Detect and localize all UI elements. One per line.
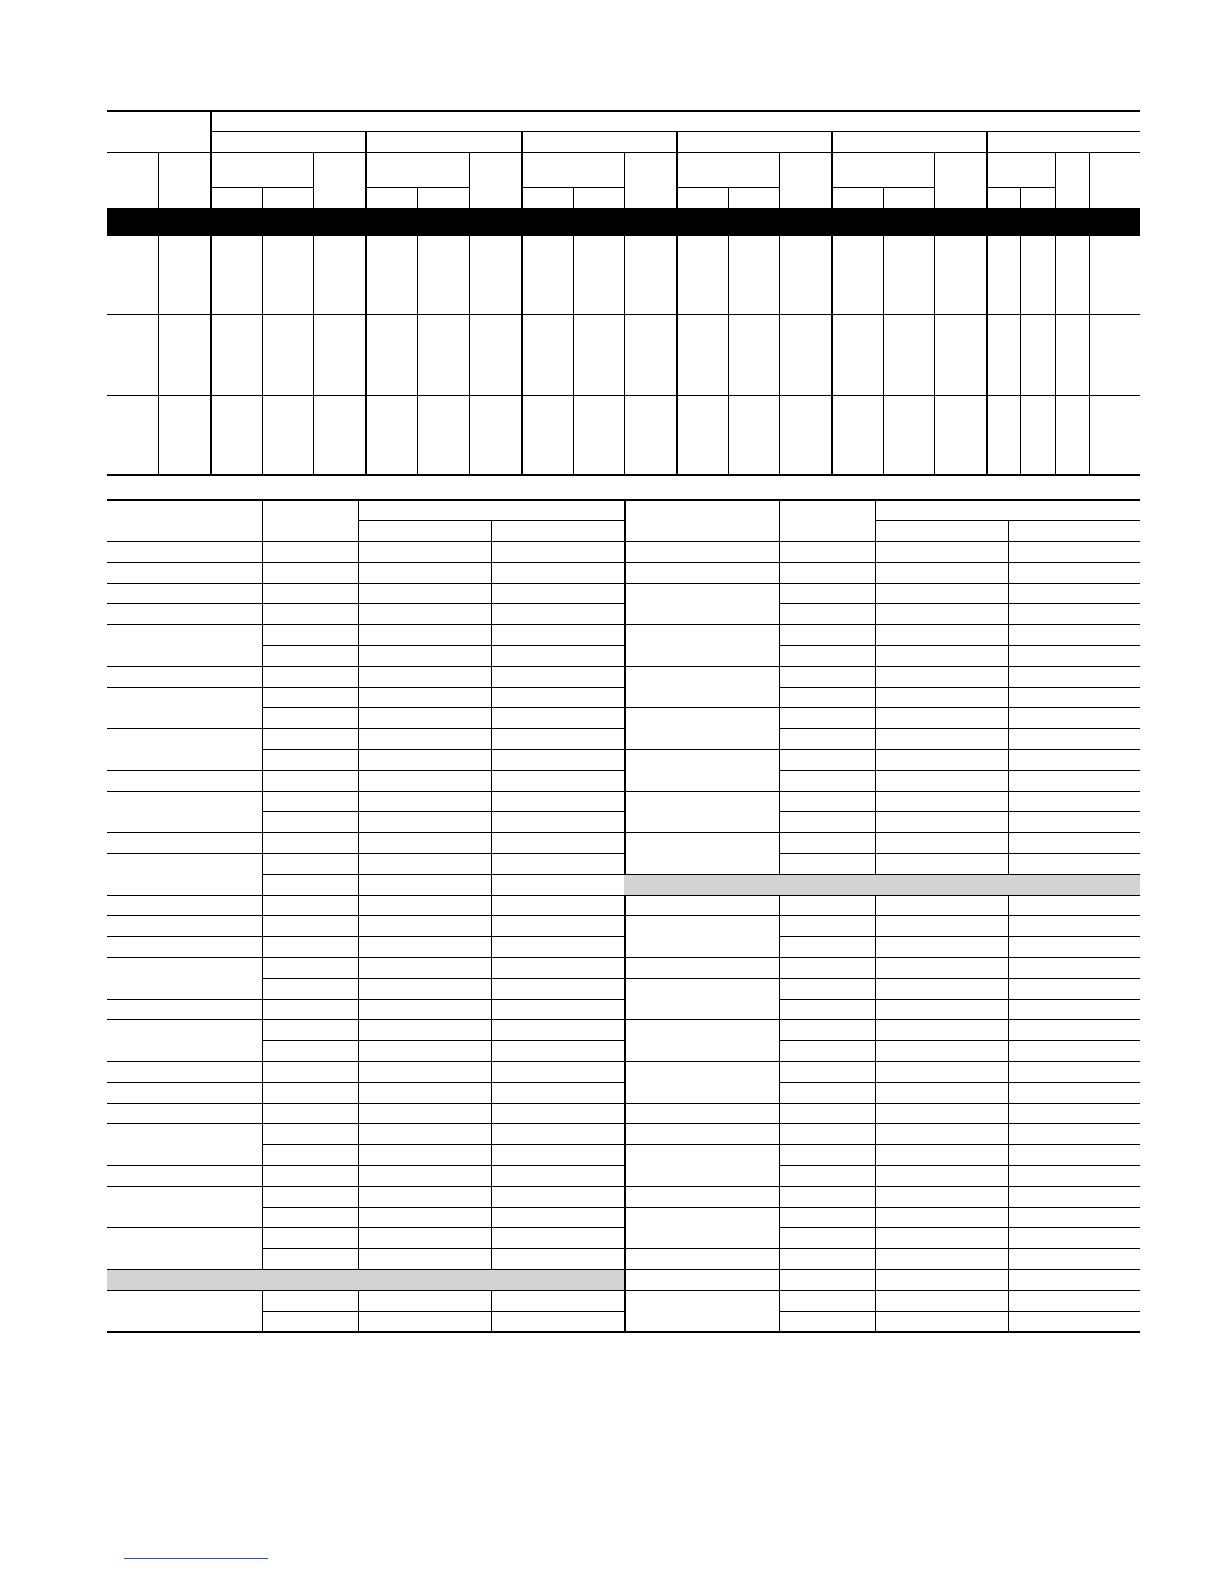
spec-row-rule — [262, 749, 624, 750]
data-row-rule — [107, 395, 1140, 396]
spec-row-rule — [624, 1269, 779, 1270]
spec-row-rule — [779, 853, 1140, 854]
spec-row-rule — [107, 915, 262, 916]
spec-row-rule — [779, 603, 1140, 604]
spec-row-rule — [107, 936, 262, 937]
spec-row-rule — [262, 666, 624, 667]
spec-row-rule — [107, 666, 262, 667]
spec-row-rule — [779, 1123, 1140, 1124]
group-header-rule — [210, 131, 1140, 132]
spec-row-rule — [779, 915, 1140, 916]
spec-row-rule — [779, 1082, 1140, 1083]
spec-row-rule — [779, 707, 1140, 708]
spec-row-rule — [779, 999, 1140, 1000]
spec-row-rule — [779, 666, 1140, 667]
spec-row-rule — [262, 687, 624, 688]
shaded-row — [624, 875, 1140, 895]
spec-row-rule — [107, 1123, 262, 1124]
spec-bottom-rule — [107, 1331, 1140, 1333]
spec-row-rule — [779, 1227, 1140, 1228]
spec-row-rule — [262, 957, 624, 958]
spec-row-rule — [107, 999, 262, 1000]
spec-row-rule — [624, 1186, 779, 1187]
spec-row-rule — [624, 832, 779, 833]
spec-row-rule — [262, 1103, 624, 1104]
spec-row-rule — [107, 583, 262, 584]
spec-row-rule — [779, 1144, 1140, 1145]
spec-row-rule — [779, 645, 1140, 646]
spec-row-rule — [779, 687, 1140, 688]
spec-row-rule — [624, 562, 779, 563]
spec-row-rule — [624, 707, 779, 708]
spec-row-rule — [262, 624, 624, 625]
spec-row-rule — [262, 1165, 624, 1166]
spec-row-rule — [624, 1290, 779, 1291]
spec-row-rule — [262, 1019, 624, 1020]
spec-row-rule — [779, 936, 1140, 937]
group-divider — [365, 131, 367, 475]
spec-row-rule — [624, 1123, 779, 1124]
spec-row-rule — [624, 1019, 779, 1020]
spec-row-rule — [262, 1040, 624, 1041]
spec-row-rule — [624, 1207, 779, 1208]
spec-row-rule — [262, 707, 624, 708]
spec-row-rule — [779, 541, 1140, 542]
column-divider — [491, 520, 492, 1331]
spec-row-rule — [262, 978, 624, 979]
spec-row-rule — [262, 853, 624, 854]
spec-row-rule — [262, 915, 624, 916]
spec-row-rule — [779, 1019, 1140, 1020]
spec-row-rule — [262, 770, 624, 771]
spec-row-rule — [107, 1269, 624, 1270]
spec-row-rule — [779, 770, 1140, 771]
spec-row-rule — [779, 811, 1140, 812]
spec-row-rule — [779, 791, 1140, 792]
spec-row-rule — [624, 874, 1140, 875]
spec-row-rule — [262, 999, 624, 1000]
spec-row-rule — [107, 1290, 624, 1291]
spec-row-rule — [107, 832, 262, 833]
spec-row-rule — [262, 583, 624, 584]
spec-row-rule — [779, 728, 1140, 729]
spec-row-rule — [107, 624, 262, 625]
column-divider — [1008, 520, 1009, 1331]
spec-row-rule — [624, 1248, 779, 1249]
spec-row-rule — [624, 1061, 779, 1062]
spec-row-rule — [107, 957, 262, 958]
spec-row-rule — [107, 1019, 262, 1020]
spec-row-rule — [262, 1248, 624, 1249]
spec-row-rule — [262, 936, 624, 937]
spec-row-rule — [624, 915, 779, 916]
spec-row-rule — [779, 978, 1140, 979]
group-divider — [831, 131, 833, 475]
spec-row-rule — [624, 749, 779, 750]
spec-row-rule — [107, 1165, 262, 1166]
spec-row-rule — [107, 603, 262, 604]
spec-row-rule — [262, 895, 624, 896]
data-row-rule — [107, 314, 1140, 315]
spec-row-rule — [779, 1207, 1140, 1208]
spec-row-rule — [262, 562, 624, 563]
spec-row-rule — [624, 666, 779, 667]
spec-row-rule — [107, 770, 262, 771]
spec-row-rule — [107, 541, 262, 542]
spec-row-rule — [107, 562, 262, 563]
spec-row-rule — [262, 541, 624, 542]
header-left-divider — [210, 110, 212, 475]
spec-row-rule — [779, 1040, 1140, 1041]
spec-row-rule — [107, 791, 262, 792]
spec-row-rule — [107, 1103, 262, 1104]
spec-row-rule — [624, 1103, 779, 1104]
spec-row-rule — [262, 1123, 624, 1124]
spec-row-rule — [107, 1186, 262, 1187]
spec-row-rule — [624, 1144, 779, 1145]
table-bottom-rule — [107, 474, 1140, 476]
spec-row-rule — [779, 957, 1140, 958]
table-top-rule — [107, 110, 1140, 112]
spec-row-rule — [262, 1311, 624, 1312]
spec-row-rule — [262, 1227, 624, 1228]
spec-row-rule — [262, 728, 624, 729]
spec-row-rule — [262, 1061, 624, 1062]
spec-row-rule — [779, 624, 1140, 625]
group-divider — [986, 131, 988, 475]
spec-row-rule — [107, 895, 262, 896]
spec-row-rule — [262, 791, 624, 792]
spec-row-rule — [779, 1290, 1140, 1291]
shaded-row — [107, 1270, 624, 1290]
spec-row-rule — [624, 541, 779, 542]
spec-row-rule — [779, 562, 1140, 563]
spec-row-rule — [262, 603, 624, 604]
group-divider — [676, 131, 678, 475]
spec-row-rule — [262, 645, 624, 646]
spec-row-rule — [107, 1082, 262, 1083]
spec-row-rule — [624, 957, 779, 958]
group-divider — [521, 131, 523, 475]
spec-row-rule — [779, 832, 1140, 833]
spec-row-rule — [779, 1165, 1140, 1166]
spec-row-rule — [262, 832, 624, 833]
spec-row-rule — [779, 1248, 1140, 1249]
spec-row-rule — [624, 791, 779, 792]
spec-row-rule — [107, 728, 262, 729]
spec-row-rule — [107, 853, 262, 854]
spec-row-rule — [262, 1207, 624, 1208]
spec-row-rule — [624, 895, 1140, 896]
spec-row-rule — [779, 1269, 1140, 1270]
spec-row-rule — [779, 1186, 1140, 1187]
spec-row-rule — [262, 1144, 624, 1145]
spec-row-rule — [779, 1103, 1140, 1104]
spec-row-rule — [107, 1061, 262, 1062]
spec-row-rule — [262, 1082, 624, 1083]
footer-link-rule[interactable] — [124, 1558, 268, 1559]
spec-row-rule — [262, 1186, 624, 1187]
spec-row-rule — [624, 978, 779, 979]
spec-row-rule — [779, 1311, 1140, 1312]
spec-row-rule — [262, 874, 624, 875]
spec-row-rule — [262, 811, 624, 812]
spec-row-rule — [779, 1061, 1140, 1062]
spec-row-rule — [624, 624, 779, 625]
spec-row-rule — [107, 1227, 262, 1228]
spec-row-rule — [624, 583, 779, 584]
header-band — [107, 208, 1140, 236]
spec-row-rule — [107, 687, 262, 688]
spec-row-rule — [779, 583, 1140, 584]
spec-row-rule — [779, 749, 1140, 750]
